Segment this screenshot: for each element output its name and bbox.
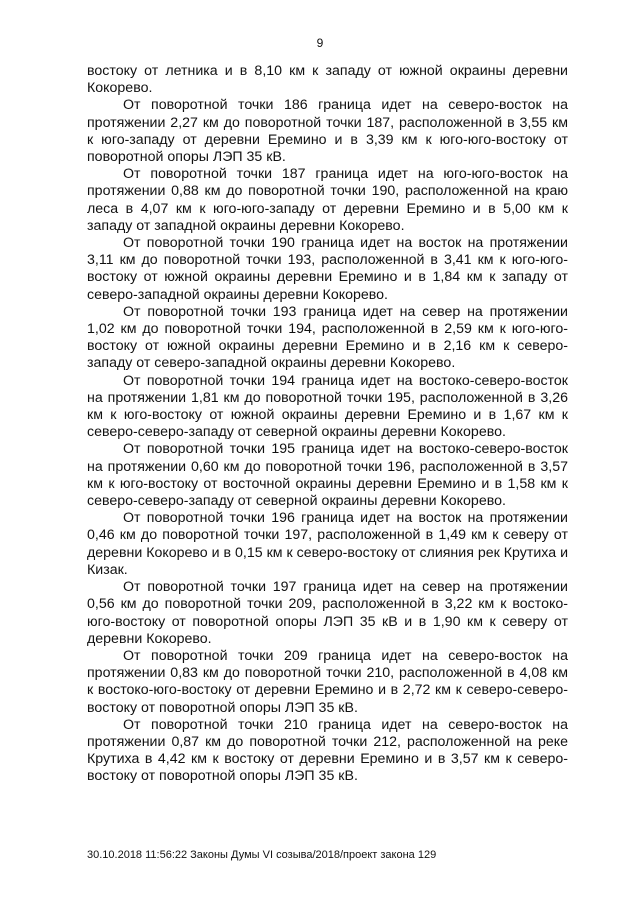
paragraph-point-197: От поворотной точки 197 граница идет на север на протяжении 0,56 км до поворотной точки 209, расположенной в 3,22 км к востоко-юго-востоку от поворотной опоры ЛЭП 35 кВ и в 1,90 км к северу от деревни Кокорево. [87,579,568,647]
paragraph-point-195: От поворотной точки 195 граница идет на востоко-северо-восток на протяжении 0,60 км до поворотной точки 196, расположенной в 3,57 км к юго-востоку от восточной окраины деревни Еремино и в 1,58 км к северо-северо-западу от северной окраины деревни Кокорево. [87,441,568,510]
page-number: 9 [316,36,324,50]
paragraph-point-196: От поворотной точки 196 граница идет на восток на протяжении 0,46 км до поворотной точки 197, расположенной в 1,49 км к северу от деревни Кокорево и в 0,15 км к северо-востоку от слияния рек Крутиха и Кизак. [87,510,568,578]
paragraph-continued: востоку от летника и в 8,10 км к западу от южной окраины деревни Кокорево. [87,63,568,97]
paragraph-point-187: От поворотной точки 187 граница идет на юго-юго-восток на протяжении 0,88 км до поворотной точки 190, расположенной на краю леса в 4,07 км к юго-юго-западу от деревни Еремино и в 5,00 км к западу от западной окраины деревни Кокорево. [87,166,568,234]
paragraph-point-194: От поворотной точки 194 граница идет на востоко-северо-восток на протяжении 1,81 км до поворотной точки 195, расположенной в 3,26 км к юго-востоку от южной окраины деревни Еремино и в 1,67 км к северо-северо-западу от северной окраины деревни Кокорево. [87,372,568,441]
paragraph-point-190: От поворотной точки 190 граница идет на восток на протяжении 3,11 км до поворотной точки 193, расположенной в 3,41 км к юго-юго-востоку от южной окраины деревни Еремино и в 1,84 км к западу от северо-западной окраины деревни Кокорево. [87,235,568,303]
paragraph-point-209: От поворотной точки 209 граница идет на северо-восток на протяжении 0,83 км до поворотной точки 210, расположенной в 4,08 км к востоко-юго-востоку от деревни Еремино и в 2,72 км к северо-северо-востоку от поворотной опоры ЛЭП 35 кВ. [87,647,568,716]
footer-file-stamp: 30.10.2018 11:56:22 Законы Думы VI созыва/2018/проект закона 129 [87,849,437,861]
paragraph-point-193: От поворотной точки 193 граница идет на север на протяжении 1,02 км до поворотной точки 194, расположенной в 2,59 км к юго-юго-востоку от южной окраины деревни Еремино и в 2,16 км к северо-западу от северо-западной окраины деревни Кокорево. [87,303,568,372]
paragraph-point-210: От поворотной точки 210 граница идет на северо-восток на протяжении 0,87 км до поворотной точки 212, расположенной на реке Крутиха в 4,42 км к востоку от деревни Еремино и в 3,57 км к северо-востоку от поворотной опоры ЛЭП 35 кВ. [87,716,568,785]
document-body [87,63,568,786]
paragraph-point-186: От поворотной точки 186 граница идет на северо-восток на протяжении 2,27 км до поворотной точки 187, расположенной в 3,55 км к юго-западу от деревни Еремино и в 3,39 км к юго-юго-востоку от поворотной опоры ЛЭП 35 кВ. [87,97,568,166]
